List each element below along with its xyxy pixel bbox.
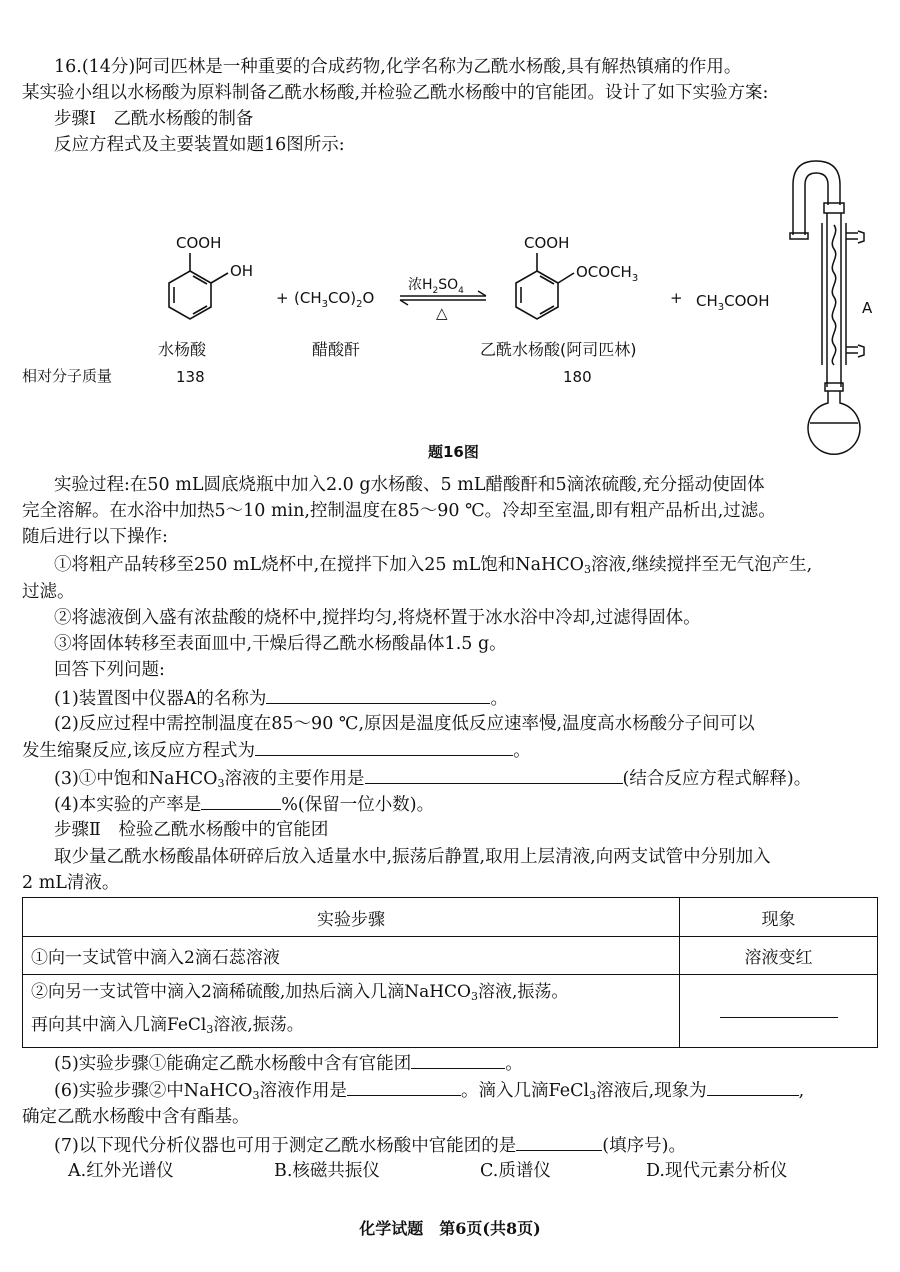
name-salicylic-acid: 水杨酸 <box>158 340 207 359</box>
experiment-table <box>22 897 878 1048</box>
procedure-line-3: 随后进行以下操作: <box>22 527 168 547</box>
table-row-2-step: ②向另一支试管中滴入2滴稀硫酸,加热后滴入几滴NaHCO$_3$溶液,振荡。 再向其中滴入几滴FeCl$_3$溶液,振荡。 <box>23 975 680 1048</box>
reaction-arrow <box>400 291 486 305</box>
ococh3-label: $OCOCH_3$ <box>576 263 639 284</box>
plus-1: + <box>276 289 289 307</box>
question-6: (6)实验步骤②中NaHCO$_3$溶液作用是 。滴入几滴FeCl$_3$溶液后,现象为 , <box>54 1078 804 1108</box>
page-footer: 化学试题 第6页(共8页) <box>359 1219 541 1238</box>
option-b: B.核磁共振仪 <box>274 1161 380 1181</box>
step1-title: 步骤Ⅰ 乙酰水杨酸的制备 <box>54 109 254 129</box>
answer-blank-7[interactable] <box>516 1133 602 1151</box>
answer-blank-3[interactable] <box>365 766 623 784</box>
question-5: (5)实验步骤①能确定乙酰水杨酸中含有官能团 。 <box>54 1051 523 1076</box>
question-4: (4)本实验的产率是 %(保留一位小数)。 <box>54 792 434 817</box>
option-d: D.现代元素分析仪 <box>646 1161 788 1181</box>
procedure-line-1: 实验过程:在50 mL圆底烧瓶中加入2.0 g水杨酸、5 mL醋酸酐和5滴浓硫酸,充分摇动使固体 <box>54 475 765 495</box>
question-2-cont: 发生缩聚反应,该反应方程式为 。 <box>22 738 531 763</box>
acetic-acid-formula: $CH_3COOH$ <box>696 292 770 313</box>
apparatus <box>790 161 864 454</box>
answer-blank-table[interactable] <box>720 1000 838 1018</box>
procedure-line-2: 完全溶解。在水浴中加热5～10 min,控制温度在85～90 ℃。冷却至室温,即有粗产品析出,过滤。 <box>22 501 776 521</box>
step2-line-1: 取少量乙酰水杨酸晶体研碎后放入适量水中,振荡后静置,取用上层清液,向两支试管中分别加入 <box>54 847 771 867</box>
option-a: A.红外光谱仪 <box>68 1161 174 1181</box>
name-acetic-anhydride: 醋酸酐 <box>312 340 361 359</box>
answer-blank-6a[interactable] <box>347 1078 461 1096</box>
cooh-label-1: COOH <box>176 234 222 252</box>
mass-label: 相对分子质量 <box>22 367 113 385</box>
oh-label: OH <box>230 262 254 280</box>
question-intro: 某实验小组以水杨酸为原料制备乙酰水杨酸,并检验乙酰水杨酸中的官能团。设计了如下实验方案: <box>22 83 769 103</box>
table-row-1-step: ①向一支试管中滴入2滴石蕊溶液 <box>23 937 680 975</box>
salicylic-acid-structure <box>169 253 228 319</box>
figure-intro: 反应方程式及主要装置如题16图所示: <box>54 135 345 155</box>
operation-1-cont: 过滤。 <box>22 582 75 602</box>
answer-blank-5[interactable] <box>411 1051 505 1069</box>
aspirin-structure <box>516 253 574 319</box>
apparatus-label-a: A <box>862 299 873 317</box>
table-row-1-phenomenon: 溶液变红 <box>680 937 878 975</box>
acetic-anhydride-formula: $(CH_3CO)_2O$ <box>294 289 375 310</box>
condition-heat: △ <box>436 304 448 322</box>
table-header-steps: 实验步骤 <box>23 898 680 937</box>
plus-2: + <box>670 289 683 307</box>
step2-title: 步骤Ⅱ 检验乙酰水杨酸中的官能团 <box>54 820 329 840</box>
answer-prompt: 回答下列问题: <box>54 660 165 680</box>
operation-1: ①将粗产品转移至250 mL烧杯中,在搅拌下加入25 mL饱和NaHCO$_3$溶液,继续搅拌至无气泡产生, <box>54 555 813 576</box>
cooh-label-2: COOH <box>524 234 570 252</box>
reaction-figure <box>0 155 900 465</box>
option-c: C.质谱仪 <box>480 1161 551 1181</box>
question-header: 16.(14分)阿司匹林是一种重要的合成药物,化学名称为乙酰水杨酸,具有解热镇痛的作用。 <box>54 57 742 77</box>
condition-acid: 浓$H_2SO_4$ <box>408 277 464 296</box>
table-header-phenomenon: 现象 <box>680 898 878 937</box>
question-7: (7)以下现代分析仪器也可用于测定乙酰水杨酸中官能团的是 (填序号)。 <box>54 1133 686 1158</box>
question-3: (3)①中饱和NaHCO$_3$溶液的主要作用是 (结合反应方程式解释)。 <box>54 766 811 796</box>
step2-line-2: 2 mL清液。 <box>22 873 120 893</box>
question-1: (1)装置图中仪器A的名称为 。 <box>54 686 508 711</box>
mass-salicylic: 138 <box>176 368 205 386</box>
answer-blank-6b[interactable] <box>707 1078 799 1096</box>
figure-caption: 题16图 <box>428 443 479 461</box>
question-2: (2)反应过程中需控制温度在85～90 ℃,原因是温度低反应速率慢,温度高水杨酸分子间可以 <box>54 714 755 734</box>
name-aspirin: 乙酰水杨酸(阿司匹林) <box>480 340 637 359</box>
mass-aspirin: 180 <box>563 368 592 386</box>
answer-blank-4[interactable] <box>201 792 281 810</box>
operation-3: ③将固体转移至表面皿中,干燥后得乙酰水杨酸晶体1.5 g。 <box>54 634 507 654</box>
answer-blank-2[interactable] <box>255 738 513 756</box>
question-6-cont: 确定乙酰水杨酸中含有酯基。 <box>22 1107 250 1127</box>
table-row-2-phenomenon <box>680 975 878 1048</box>
operation-2: ②将滤液倒入盛有浓盐酸的烧杯中,搅拌均匀,将烧杯置于冰水浴中冷却,过滤得固体。 <box>54 608 701 628</box>
answer-blank-1[interactable] <box>266 686 490 704</box>
